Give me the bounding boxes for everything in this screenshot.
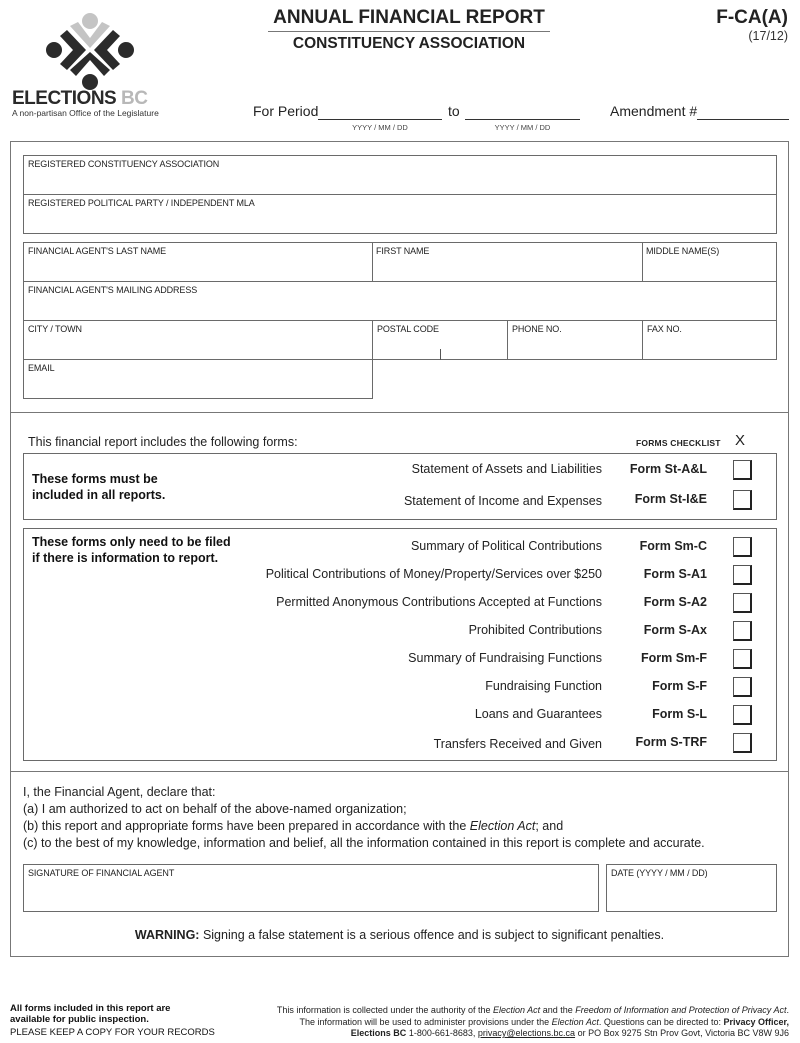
email-field[interactable] (23, 359, 373, 399)
privacy-email-link[interactable]: privacy@elections.bc.ca (477, 1028, 576, 1038)
form-description: Summary of Fundraising Functions (408, 651, 602, 665)
form-row-st-ie (23, 490, 777, 510)
privacy-text: . (786, 1005, 789, 1015)
public-line: All forms included in this report are (10, 1003, 171, 1014)
checkbox-st-ie[interactable] (733, 490, 752, 510)
privacy-text: Freedom of Information and Protection of Privacy Act (575, 1005, 787, 1015)
form-id: Form Sm-F (641, 651, 707, 665)
form-description: Fundraising Function (485, 679, 602, 693)
checklist-x-mark: X (735, 432, 746, 449)
privacy-line-3 (219, 1028, 789, 1040)
checkbox-s-f[interactable] (733, 677, 752, 697)
elections-bc-logo-icon (40, 8, 140, 92)
form-id: Form St-I&E (634, 492, 707, 506)
page-subtitle: CONSTITUENCY ASSOCIATION (292, 35, 526, 52)
privacy-line-1 (219, 1005, 789, 1017)
city-field[interactable] (23, 320, 373, 360)
period-end-hint: YYYY / MM / DD (494, 123, 551, 132)
logo-tagline: A non-partisan Office of the Legislature (12, 108, 159, 118)
privacy-text: Privacy Officer, (723, 1016, 789, 1027)
form-row-s-a2 (23, 593, 777, 613)
first-name-field[interactable] (372, 242, 643, 282)
privacy-text: This information is collected under the authority of the (276, 1005, 493, 1015)
privacy-text: 1-800-661-8683, (406, 1028, 478, 1038)
for-period-label: For Period (253, 103, 319, 119)
declaration-b-text: ; and (535, 819, 564, 833)
field-label: MIDDLE NAME(S) (646, 246, 720, 256)
form-row-s-l (23, 705, 777, 725)
mailing-address-field[interactable] (23, 281, 777, 321)
note-line: These forms must be (32, 472, 158, 486)
privacy-line-2 (219, 1017, 789, 1029)
declaration-intro: I, the Financial Agent, declare that: (23, 785, 216, 799)
note-line: These forms only need to be filed (32, 535, 231, 549)
form-description: Statement of Income and Expenses (403, 494, 602, 508)
note-line: if there is information to report. (32, 551, 219, 565)
field-label: FIRST NAME (376, 246, 430, 256)
field-label: PHONE NO. (512, 324, 562, 334)
form-description: Loans and Guarantees (474, 707, 602, 721)
declaration-item-c: (c) to the best of my knowledge, information and belief, all the information contained in this report is complete and accurate. (23, 836, 705, 850)
period-end-field[interactable] (465, 104, 580, 120)
political-party-field[interactable] (23, 194, 777, 234)
declaration-text (23, 784, 705, 852)
signature-date-field[interactable] (606, 864, 777, 912)
privacy-text: Elections BC (350, 1028, 407, 1038)
form-id: Form Sm-C (639, 539, 707, 553)
phone-field[interactable] (507, 320, 643, 360)
page-title: ANNUAL FINANCIAL REPORT (268, 7, 550, 32)
form-description: Permitted Anonymous Contributions Accepted at Functions (276, 595, 602, 609)
constituency-association-field[interactable] (23, 155, 777, 195)
form-description: Prohibited Contributions (468, 623, 602, 637)
privacy-notice (219, 1005, 789, 1040)
period-start-field[interactable] (318, 104, 442, 120)
logo-wordmark (12, 88, 147, 110)
form-description: Summary of Political Contributions (410, 539, 602, 553)
form-id: Form S-TRF (635, 735, 707, 749)
privacy-text: The information will be used to administer provisions under the (299, 1016, 552, 1027)
checkbox-st-al[interactable] (733, 460, 752, 480)
field-label: FINANCIAL AGENT'S LAST NAME (28, 246, 167, 256)
postal-code-field[interactable] (372, 320, 508, 360)
amendment-label: Amendment # (610, 103, 698, 119)
public-line: available for public inspection. (10, 1013, 149, 1025)
amendment-field[interactable] (697, 104, 789, 120)
postal-code-separator (440, 349, 441, 360)
checkbox-sm-f[interactable] (733, 649, 752, 669)
field-label: CITY / TOWN (28, 324, 82, 334)
declaration-item-b (23, 818, 705, 835)
checkbox-s-a2[interactable] (733, 593, 752, 613)
warning-label: WARNING: (134, 928, 200, 942)
field-label: REGISTERED POLITICAL PARTY / INDEPENDENT MLA (28, 198, 255, 208)
form-id: Form S-L (652, 707, 707, 721)
logo-word-bc: BC (121, 88, 148, 109)
to-label: to (448, 103, 460, 119)
form-row-s-trf (23, 733, 777, 753)
form-row-s-ax (23, 621, 777, 641)
form-revision: (17/12) (748, 29, 788, 43)
form-id: Form S-A1 (643, 567, 707, 581)
form-id: Form S-Ax (643, 623, 707, 637)
field-label: SIGNATURE OF FINANCIAL AGENT (28, 868, 175, 878)
form-code: F-CA(A) (716, 7, 788, 28)
election-act-ref: Election Act (469, 819, 536, 833)
warning-message: Signing a false statement is a serious offence and is subject to significant penalties. (199, 928, 665, 942)
warning-text (10, 928, 789, 942)
section-divider (10, 412, 789, 413)
form-id: Form S-F (652, 679, 707, 693)
signature-field[interactable] (23, 864, 599, 912)
middle-names-field[interactable] (642, 242, 777, 282)
keep-copy-note: PLEASE KEEP A COPY FOR YOUR RECORDS (10, 1027, 215, 1038)
form-description: Transfers Received and Given (433, 737, 602, 751)
checkbox-s-trf[interactable] (733, 733, 752, 753)
form-description: Political Contributions of Money/Property/Services over $250 (265, 567, 602, 581)
form-id: Form S-A2 (643, 595, 707, 609)
forms-intro: This financial report includes the following forms: (28, 435, 298, 449)
form-row-st-al (23, 460, 777, 480)
form-row-sm-c (23, 537, 777, 557)
form-description: Statement of Assets and Liabilities (411, 462, 602, 476)
note-line: included in all reports. (32, 488, 166, 502)
privacy-text: and the (540, 1005, 576, 1015)
form-row-sm-f (23, 649, 777, 669)
field-label: FINANCIAL AGENT'S MAILING ADDRESS (28, 285, 198, 295)
fax-field[interactable] (642, 320, 777, 360)
field-label: REGISTERED CONSTITUENCY ASSOCIATION (28, 159, 220, 169)
checkbox-s-ax[interactable] (733, 621, 752, 641)
form-row-s-f (23, 677, 777, 697)
declaration-item-a: (a) I am authorized to act on behalf of the above-named organization; (23, 802, 407, 816)
last-name-field[interactable] (23, 242, 373, 282)
public-inspection-note (10, 1004, 215, 1039)
privacy-text: or PO Box 9275 Stn Prov Govt, Victoria BC V8W 9J6 (575, 1028, 789, 1038)
privacy-text: . Questions can be directed to: (598, 1016, 724, 1027)
field-label: FAX NO. (647, 324, 682, 334)
section-divider (10, 771, 789, 772)
field-label: POSTAL CODE (377, 324, 439, 334)
form-row-s-a1 (23, 565, 777, 585)
privacy-text: Election Act (551, 1016, 599, 1027)
checkbox-s-l[interactable] (733, 705, 752, 725)
checkbox-s-a1[interactable] (733, 565, 752, 585)
period-start-hint: YYYY / MM / DD (352, 123, 408, 132)
checkbox-sm-c[interactable] (733, 537, 752, 557)
declaration-b-text: (b) this report and appropriate forms have been prepared in accordance with the (23, 819, 470, 833)
logo-word-elections: ELECTIONS (12, 88, 117, 109)
field-label: EMAIL (28, 363, 55, 373)
field-label: DATE (YYYY / MM / DD) (611, 868, 708, 878)
form-id: Form St-A&L (629, 462, 707, 476)
privacy-text: Election Act (492, 1005, 541, 1015)
forms-checklist-header: FORMS CHECKLIST (636, 438, 721, 448)
optional-forms-group (23, 528, 777, 761)
